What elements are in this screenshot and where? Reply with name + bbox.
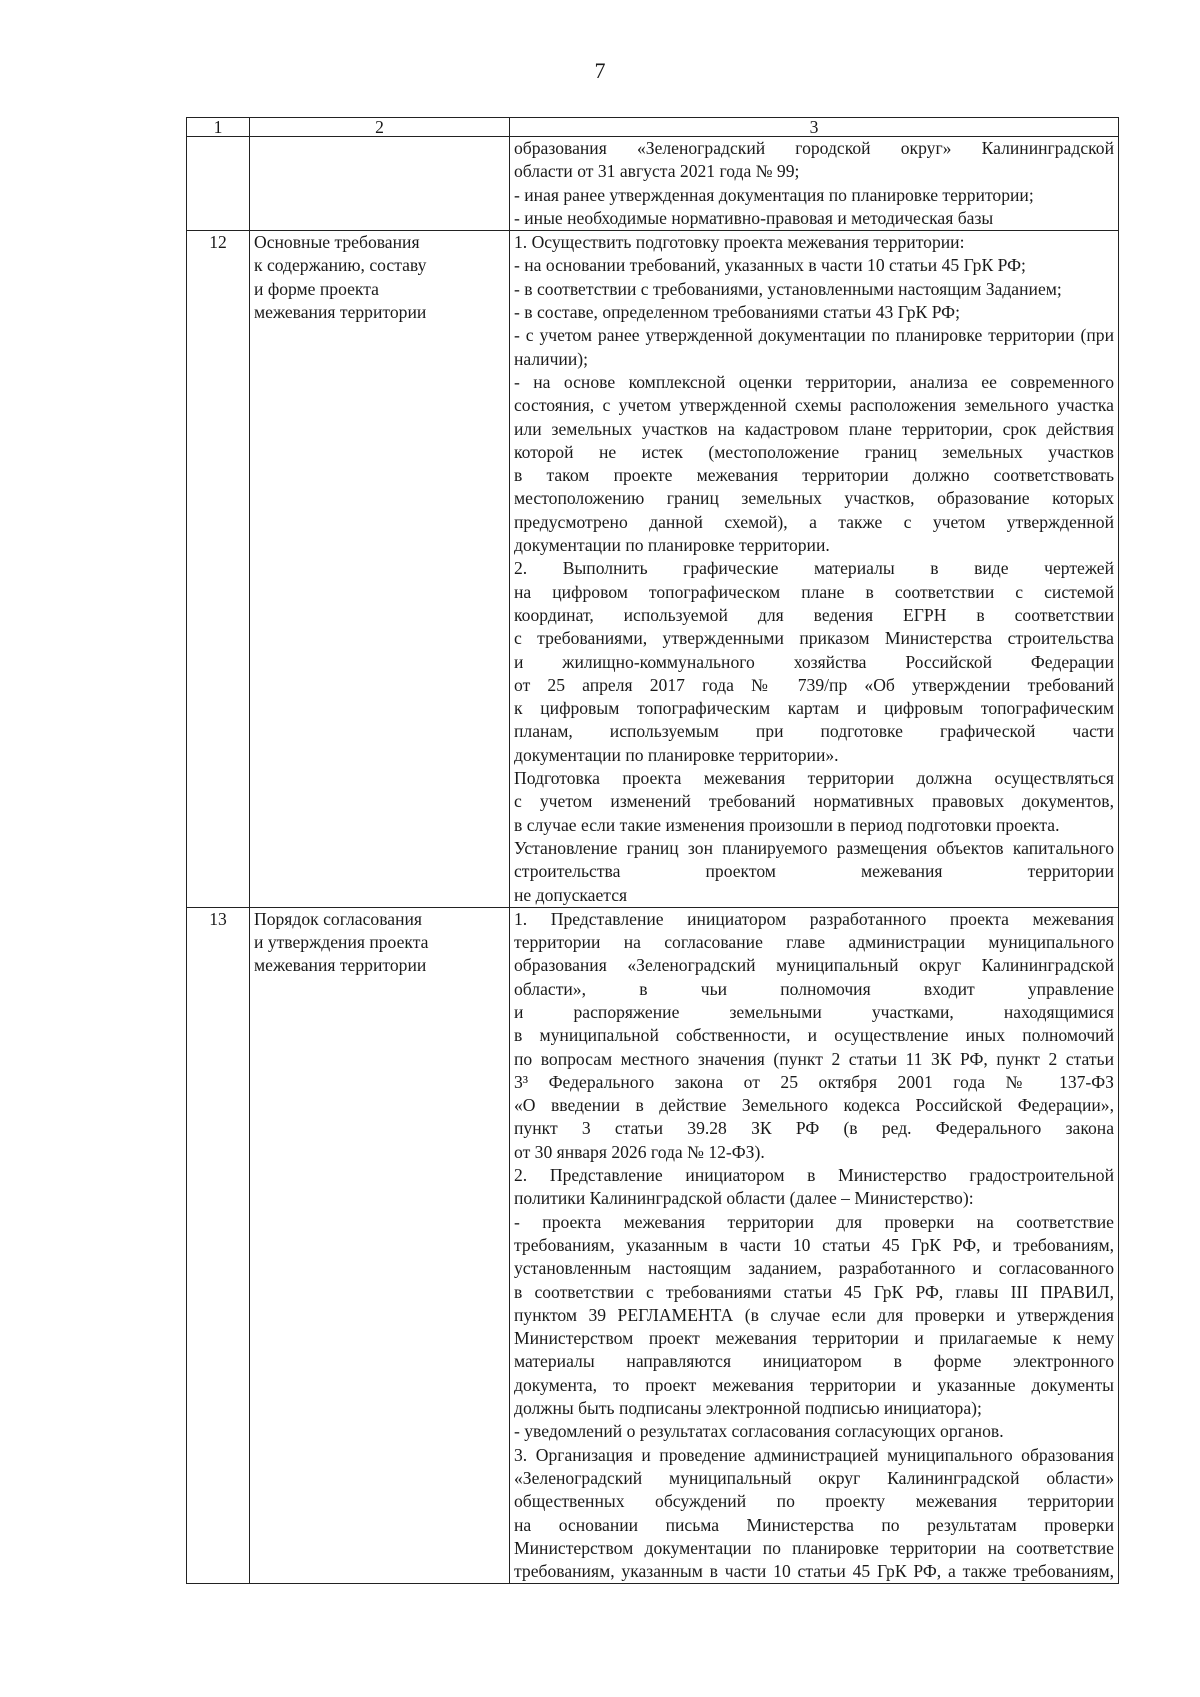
text-line: - с учетом ранее утвержденной документации по планировке территории (при bbox=[514, 325, 1114, 346]
text-line: в муниципальной собственности, и осуществление иных полномочий bbox=[514, 1025, 1114, 1046]
text-line: по вопросам местного значения (пункт 2 статьи 11 ЗК РФ, пункт 2 статьи bbox=[514, 1048, 1114, 1069]
text-line: - проекта межевания территории для проверки на соответствие bbox=[514, 1211, 1114, 1232]
table-row-12 bbox=[187, 231, 1119, 908]
text-line: с учетом изменений требований нормативных правовых документов, bbox=[514, 791, 1114, 812]
text-line: и распоряжение земельными участками, находящимися bbox=[514, 1001, 1114, 1022]
text-line: местоположению границ земельных участков, образование которых bbox=[514, 488, 1114, 509]
text-line: в соответствии с требованиями статьи 45 ГрК РФ, главы III ПРАВИЛ, bbox=[514, 1281, 1114, 1302]
text-line: пунктом 39 РЕГЛАМЕНТА (в случае если для проверки и утверждения bbox=[514, 1304, 1114, 1325]
header-col-2: 2 bbox=[250, 118, 510, 137]
text-line: пункт 3 статьи 39.28 ЗК РФ (в ред. Федерального закона bbox=[514, 1118, 1114, 1139]
text-line: Основные требования bbox=[254, 232, 420, 253]
content-lines bbox=[514, 231, 1114, 907]
row-title bbox=[250, 231, 510, 908]
requirements-table bbox=[186, 117, 1119, 1584]
text-line: и жилищно-коммунального хозяйства Российской Федерации bbox=[514, 651, 1114, 672]
text-line: материалы направляются инициатором в форме электронного bbox=[514, 1351, 1114, 1372]
text-line: в таком проекте межевания территории должно соответствовать bbox=[514, 465, 1114, 486]
table-header-row bbox=[187, 118, 1119, 137]
text-line: в случае если такие изменения произошли в период подготовки проекта. bbox=[514, 814, 1060, 835]
text-line: предусмотрено данной схемой), а также с учетом утвержденной bbox=[514, 511, 1114, 532]
content-lines bbox=[514, 908, 1114, 1584]
row-title-lines bbox=[254, 908, 505, 978]
text-line: Порядок согласования bbox=[254, 908, 423, 929]
text-line: Министерством документации по планировке территории на соответствие bbox=[514, 1537, 1114, 1558]
text-line: не допускается bbox=[514, 884, 628, 905]
text-line: наличии); bbox=[514, 348, 589, 369]
header-col-1: 1 bbox=[187, 118, 250, 137]
text-line: документации по планировке территории». bbox=[514, 744, 839, 765]
content-lines bbox=[514, 137, 1114, 230]
header-col-3: 3 bbox=[510, 118, 1119, 137]
text-line: 3. Организация и проведение администрацией муниципального образования bbox=[514, 1444, 1114, 1465]
text-line: координат, используемой для ведения ЕГРН в соответствии bbox=[514, 604, 1114, 625]
text-line: - на основании требований, указанных в части 10 статьи 45 ГрК РФ; bbox=[514, 255, 1026, 276]
row-title-lines bbox=[254, 231, 505, 324]
text-line: и форме проекта bbox=[254, 278, 379, 299]
row-number: 13 bbox=[187, 907, 250, 1584]
text-line: территории на согласование главе администрации муниципального bbox=[514, 932, 1114, 953]
text-line: требованиям, указанным в части 10 статьи 45 ГрК РФ, а также требованиям, bbox=[514, 1561, 1114, 1582]
row-number-cell bbox=[187, 137, 250, 231]
text-line: на цифровом топографическом плане в соответствии с системой bbox=[514, 581, 1114, 602]
text-line: 1. Осуществить подготовку проекта межевания территории: bbox=[514, 232, 965, 253]
page-number: 7 bbox=[594, 58, 606, 83]
text-line: требованиям, указанным в части 10 статьи 45 ГрК РФ, и требованиям, bbox=[514, 1234, 1114, 1255]
row-content-cell bbox=[510, 137, 1119, 231]
text-line: - на основе комплексной оценки территории, анализа ее современного bbox=[514, 371, 1114, 392]
text-line: или земельных участков на кадастровом плане территории, срок действия bbox=[514, 418, 1114, 439]
text-line: Подготовка проекта межевания территории должна осуществляться bbox=[514, 768, 1114, 789]
text-line: состояния, с учетом утвержденной схемы расположения земельного участка bbox=[514, 395, 1114, 416]
text-line: строительства проектом межевания территории bbox=[514, 861, 1114, 882]
text-line: 2. Представление инициатором в Министерство градостроительной bbox=[514, 1165, 1114, 1186]
text-line: области», в чьи полномочия входит управление bbox=[514, 978, 1114, 999]
text-line: межевания территории bbox=[254, 302, 427, 323]
text-line: общественных обсуждений по проекту межевания территории bbox=[514, 1491, 1114, 1512]
text-line: установленным настоящим заданием, разработанного и согласованного bbox=[514, 1258, 1114, 1279]
text-line: документации по планировке территории. bbox=[514, 535, 830, 556]
text-line: к цифровым топографическим картам и цифровым топографическим bbox=[514, 698, 1114, 719]
text-line: «О введении в действие Земельного кодекса Российской Федерации», bbox=[514, 1095, 1114, 1116]
row-title-cell bbox=[250, 137, 510, 231]
text-line: образования «Зеленоградский муниципальный округ Калининградской bbox=[514, 955, 1114, 976]
text-line: области от 31 августа 2021 года № 99; bbox=[514, 161, 800, 182]
text-line: - в соответствии с требованиями, установленными настоящим Заданием; bbox=[514, 278, 1062, 299]
row-number: 12 bbox=[187, 231, 250, 908]
text-line: от 25 апреля 2017 года № 739/пр «Об утверждении требований bbox=[514, 674, 1114, 695]
text-line: должны быть подписаны электронной подписью инициатора); bbox=[514, 1398, 982, 1419]
text-line: от 30 января 2026 года № 12-ФЗ). bbox=[514, 1141, 765, 1162]
text-line: - иная ранее утвержденная документация по планировке территории; bbox=[514, 184, 1034, 205]
text-line: на основании письма Министерства по результатам проверки bbox=[514, 1514, 1114, 1535]
text-line: которой не истек (местоположение границ земельных участков bbox=[514, 441, 1114, 462]
table-row-continuation bbox=[187, 137, 1119, 231]
row-content-cell bbox=[510, 231, 1119, 908]
text-line: - уведомлений о результатах согласования согласующих органов. bbox=[514, 1421, 1004, 1442]
text-line: политики Калининградской области (далее – Министерство): bbox=[514, 1188, 974, 1209]
text-line: к содержанию, составу bbox=[254, 255, 427, 276]
row-content-cell bbox=[510, 907, 1119, 1584]
text-line: 3³ Федерального закона от 25 октября 2001 года № 137-ФЗ bbox=[514, 1071, 1114, 1092]
text-line: Министерством проект межевания территории и прилагаемые к нему bbox=[514, 1328, 1114, 1349]
text-line: - иные необходимые нормативно-правовая и методическая базы bbox=[514, 207, 994, 228]
text-line: Установление границ зон планируемого размещения объектов капитального bbox=[514, 837, 1114, 858]
table-row-13 bbox=[187, 907, 1119, 1584]
text-line: межевания территории bbox=[254, 955, 427, 976]
row-title bbox=[250, 907, 510, 1584]
text-line: 1. Представление инициатором разработанного проекта межевания bbox=[514, 908, 1114, 929]
text-line: 2. Выполнить графические материалы в виде чертежей bbox=[514, 558, 1114, 579]
text-line: и утверждения проекта bbox=[254, 932, 429, 953]
text-line: образования «Зеленоградский городской округ» Калининградской bbox=[514, 138, 1114, 158]
text-line: документа, то проект межевания территории и указанные документы bbox=[514, 1374, 1114, 1395]
text-line: с требованиями, утвержденными приказом Министерства строительства bbox=[514, 628, 1114, 649]
text-line: планам, используемым при подготовке графической части bbox=[514, 721, 1114, 742]
text-line: «Зеленоградский муниципальный округ Калининградской области» bbox=[514, 1467, 1114, 1488]
text-line: - в составе, определенном требованиями статьи 43 ГрК РФ; bbox=[514, 302, 960, 323]
